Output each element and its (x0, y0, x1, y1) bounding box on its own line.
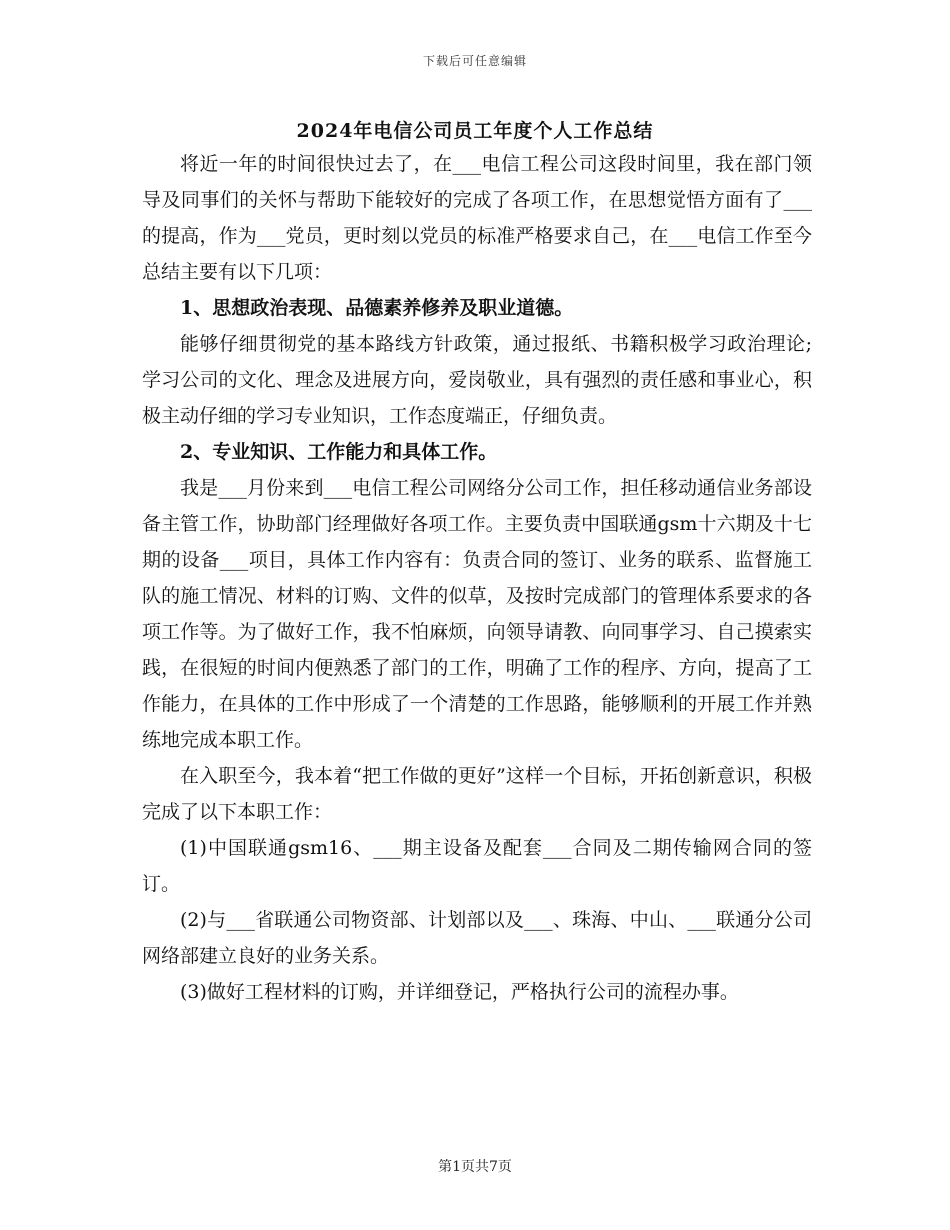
page-number: 第1页共7页 (438, 1159, 512, 1175)
document-body (142, 146, 812, 1010)
section-heading-2: 2、专业知识、工作能力和具体工作。 (180, 441, 498, 463)
achievement-item-2: (2)与___省联通公司物资部、计划部以及___、珠海、中山、___联通分公司网络部建立良好的业务关系。 (142, 909, 812, 967)
intro-paragraph: 将近一年的时间很快过去了，在___电信工程公司这段时间里，我在部门领导及同事们的关怀与帮助下能较好的完成了各项工作，在思想觉悟方面有了___的提高，作为___党员，更时刻以党员的标准严格要求自己，在___电信工作至今总结主要有以下几项： (142, 153, 812, 283)
achievement-item-3: (3)做好工程材料的订购，并详细登记，严格执行公司的流程办事。 (180, 981, 739, 1003)
document-title: 2024年电信公司员工年度个人工作总结 (296, 120, 654, 142)
page-header: 下载后可任意编辑 (422, 54, 527, 68)
achievement-item-1: (1)中国联通gsm16、___期主设备及配套___合同及二期传输网合同的签订。 (142, 837, 812, 895)
section-1-paragraph: 能够仔细贯彻党的基本路线方针政策，通过报纸、书籍积极学习政治理论;学习公司的文化、理念及进展方向，爱岗敬业，具有强烈的责任感和事业心，积极主动仔细的学习专业知识，工作态度端正，仔细负责。 (142, 333, 812, 427)
achievements-intro-paragraph: 在入职至今，我本着“把工作做的更好”这样一个目标，开拓创新意识，积极完成了以下本职工作： (142, 765, 812, 823)
section-2-paragraph: 我是___月份来到___电信工程公司网络分公司工作，担任移动通信业务部设备主管工作，协助部门经理做好各项工作。主要负责中国联通gsm十六期及十七期的设备___项目，具体工作内容有：负责合同的签订、业务的联系、监督施工队的施工情况、材料的订购、文件的似草，及按时完成部门的管理体系要求的各项工作等。为了做好工作，我不怕麻烦，向领导请教、向同事学习、自己摸索实践，在很短的时间内便熟悉了部门的工作，明确了工作的程序、方向，提高了工作能力，在具体的工作中形成了一个清楚的工作思路，能够顺利的开展工作并熟练地完成本职工作。 (142, 477, 812, 751)
section-heading-1: 1、思想政治表现、品德素养修养及职业道德。 (180, 297, 574, 319)
